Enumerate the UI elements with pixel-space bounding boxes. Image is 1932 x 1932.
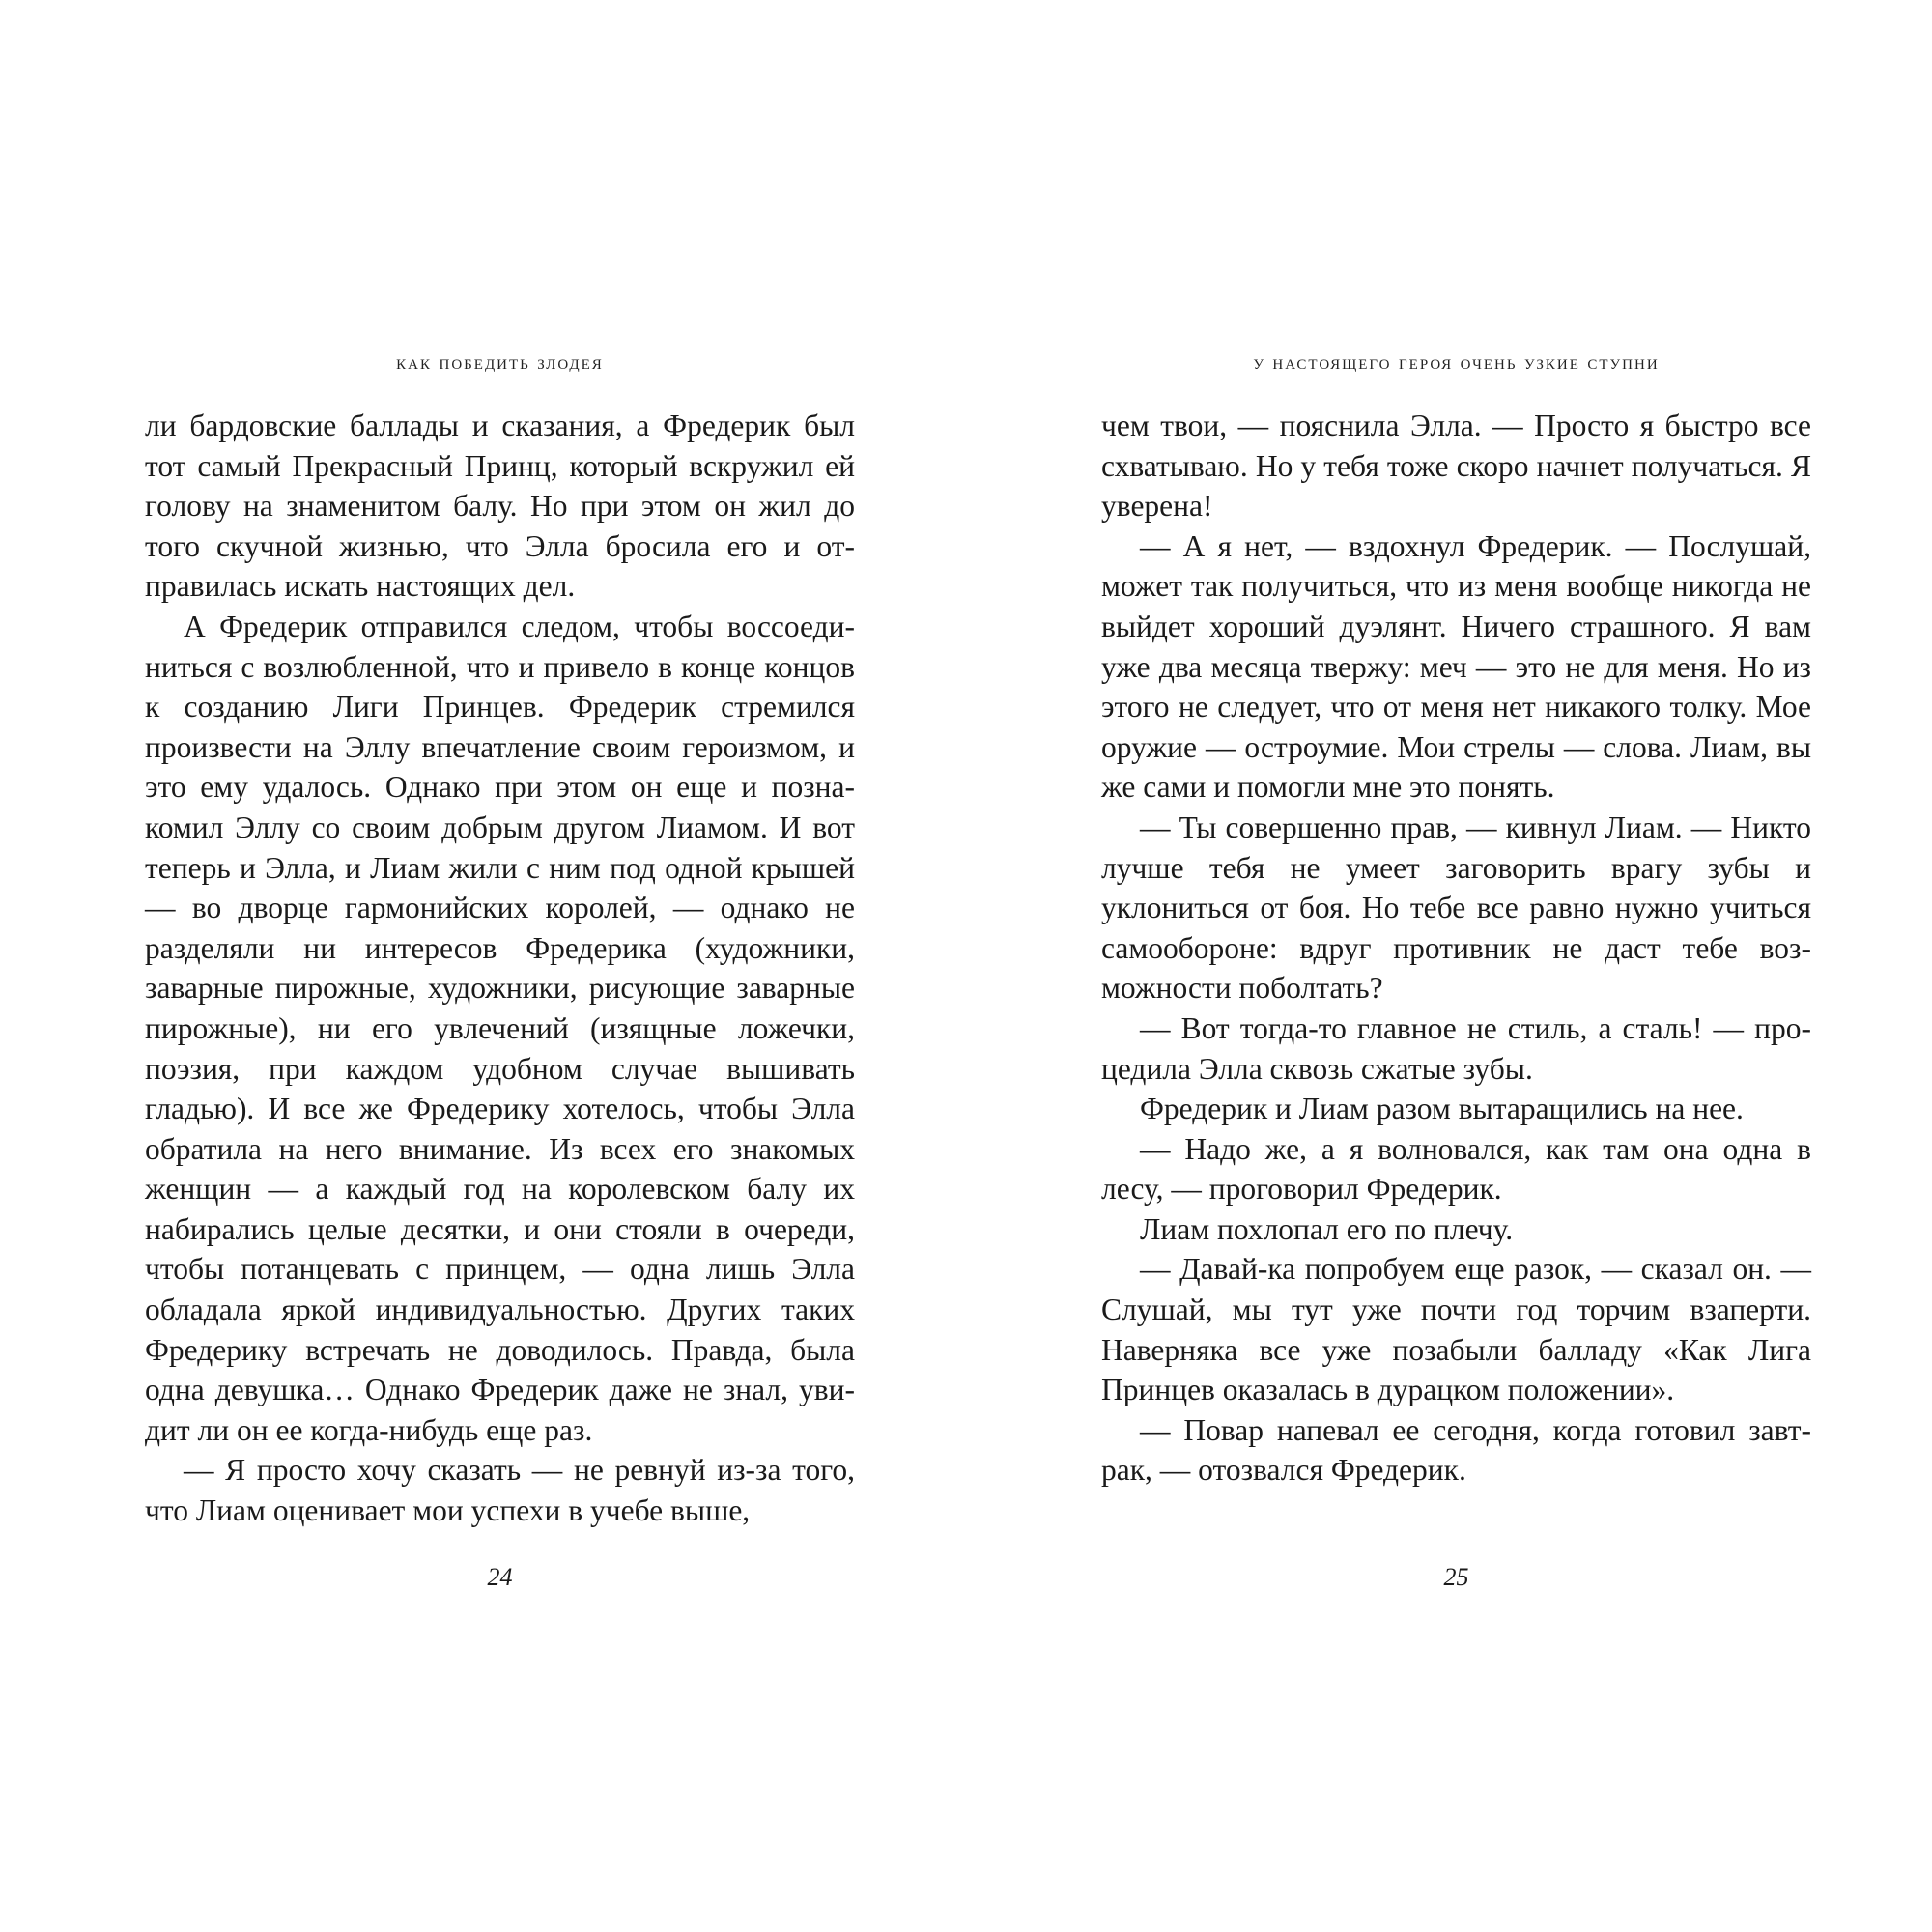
- page-number: 25: [1443, 1563, 1469, 1591]
- paragraph: — Вот тогда-то главное не стиль, а сталь! — процедила Элла сквозь сжатые зубы.: [1101, 1010, 1811, 1086]
- body-text: [145, 406, 855, 1531]
- paragraph: — Я просто хочу сказать — не ревнуй из-за того, что Лиам оценивает мои успехи в учебе выше,: [145, 1453, 855, 1528]
- running-head: как победить злодея: [396, 350, 604, 374]
- paragraph: — Ты совершенно прав, — кивнул Лиам. — Никто лучше тебя не умеет заговорить врагу зубы и уклониться от боя. Но тебе все равно нужно учиться самообороне: вдруг противник не даст тебе возможности поболтать?: [1101, 810, 1811, 1006]
- paragraph: А Фредерик отправился следом, чтобы воссоединиться с возлюбленной, что и привело в конце концов к созданию Лиги Принцев. Фредерик стремился произвести на Эллу впечатление своим героизмом, и это ему удалось. Однако при этом он еще и познакомил Эллу со своим добрым другом Лиамом. И вот теперь и Элла, и Лиам жили с ним под одной крышей — во дворце гармонийских королей, — однако не разделяли ни интересов Фредерика (художники, заварные пирожные, художники, рисующие заварные пирожные), ни его увлечений (изящные ложечки, поэзия, при каждом удобном случае вышивать гладью). И все же Фредерику хотелось, чтобы Элла обратила на него внимание. Из всех его знакомых женщин — а каждый год на королевском балу их набирались целые десятки, и они стояли в очереди, чтобы потанцевать с принцем, — одна лишь Элла обладала яркой индивидуальностью. Других таких Фредерику встречать не доводилось. Правда, была одна девушка… Однако Фредерик даже не знал, увидит ли он ее когда-нибудь еще раз.: [145, 609, 855, 1447]
- paragraph: — Надо же, а я волновался, как там она одна в лесу, — проговорил Фредерик.: [1101, 1131, 1811, 1207]
- paragraph: Фредерик и Лиам разом вытаращились на нее.: [1140, 1092, 1744, 1126]
- page-number: 24: [487, 1563, 513, 1591]
- paragraph: чем твои, — пояснила Элла. — Просто я быстро все схватываю. Но у тебя тоже скоро начнет получаться. Я уверена!: [1101, 409, 1811, 524]
- body-text: [1101, 406, 1811, 1491]
- paragraph: — Повар напевал ее сегодня, когда готовил завтрак, — отозвался Фредерик.: [1101, 1412, 1811, 1488]
- paragraph: ли бардовские баллады и сказания, а Фредерик был тот самый Прекрасный Принц, который вскружил ей голову на знаменитом балу. Но при этом он жил до того скучной жизнью, что Элла бросила его и отправилась искать настоящих дел.: [145, 409, 855, 604]
- right-page: [1101, 0, 1811, 1932]
- running-head: у настоящего героя очень узкие ступни: [1253, 350, 1660, 374]
- left-page: [145, 0, 855, 1932]
- paragraph: — Давай-ка попробуем еще разок, — сказал он. — Слушай, мы тут уже почти год торчим взаперти. Наверняка все уже позабыли балладу «Как Лига Принцев оказалась в дурацком положении».: [1101, 1252, 1811, 1407]
- paragraph: Лиам похлопал его по плечу.: [1140, 1211, 1514, 1246]
- paragraph: — А я нет, — вздохнул Фредерик. — Послушай, может так получиться, что из меня вообще никогда не выйдет хороший дуэлянт. Ничего страшного. Я вам уже два месяца твержу: меч — это не для меня. Но из этого не следует, что от меня нет никакого толку. Мое оружие — остроумие. Мои стрелы — слова. Лиам, вы же сами и помогли мне это понять.: [1101, 528, 1811, 805]
